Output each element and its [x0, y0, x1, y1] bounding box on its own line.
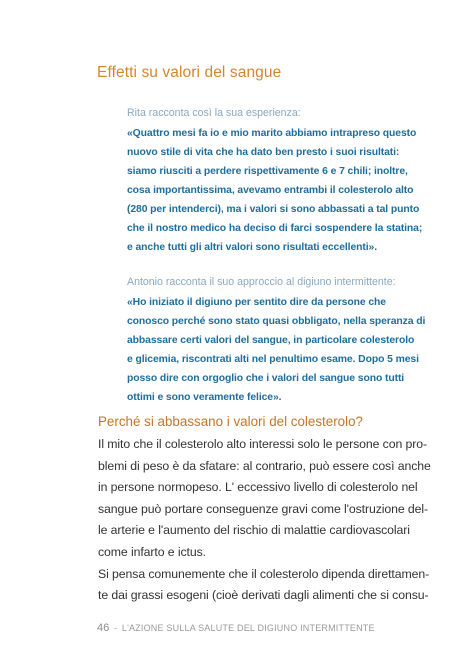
subsection-title: Perché si abbassano i valori del colesterolo?	[98, 414, 363, 429]
testimonial-quote	[127, 124, 423, 257]
quote-line: che il nostro medico ha deciso di farci sospendere la statina;	[127, 223, 423, 234]
quote-line: abbassare certi valori del sangue, in particolare colesterolo	[127, 335, 415, 346]
testimonial-rita	[127, 104, 423, 257]
body-line: le arterie e l'aumento del rischio di malattie cardiovascolari	[98, 523, 410, 538]
quote-line: siamo riusciti a perdere rispettivamente 6 e 7 chili; inoltre,	[127, 166, 408, 177]
body-line: sangue può portare conseguenze gravi come l'ostruzione del-	[98, 501, 429, 516]
section-title: Effetti su valori del sangue	[97, 64, 282, 81]
quote-line: conosco perché sono stato quasi obbligato, nella speranza di	[127, 316, 426, 327]
quote-line: «Quattro mesi fa io e mio marito abbiamo intrapreso questo	[127, 128, 417, 139]
body-line: te dai grassi esogeni (cioè derivati dagli alimenti che si consu-	[98, 588, 429, 603]
quote-line: cosa importantissima, avevamo entrambi il colesterolo alto	[127, 185, 414, 196]
quote-line: e anche tutti gli altri valori sono risultati eccellenti».	[127, 242, 377, 253]
testimonial-quote	[127, 293, 426, 407]
quote-line: posso dire con orgoglio che i valori del sangue sono tutti	[127, 373, 405, 384]
page-number: 46	[97, 622, 110, 634]
testimonial-intro: Antonio racconta il suo approccio al digiuno intermittente:	[127, 276, 396, 288]
footer-separator: -	[113, 623, 118, 633]
body-paragraphs	[98, 434, 431, 607]
body-line: come infarto e ictus.	[98, 544, 206, 559]
quote-line: (280 per intenderci), ma i valori si sono abbassati a tal punto	[127, 204, 420, 215]
body-line: blemi di peso è da sfatare: al contrario, può essere così anche	[98, 458, 431, 473]
quote-line: e glicemia, riscontrati alti nel penultimo esame. Dopo 5 mesi	[127, 354, 419, 365]
testimonial-antonio	[127, 273, 426, 407]
quote-line: nuovo stile di vita che ha dato ben presto i suoi risultati:	[127, 147, 400, 158]
body-line: in persone normopeso. L' eccessivo livello di colesterolo nel	[98, 480, 418, 495]
testimonial-intro: Rita racconta così la sua esperienza:	[127, 107, 301, 119]
quote-line: ottimi e sono veramente felice».	[127, 392, 282, 403]
body-line: Il mito che il colesterolo alto interessi solo le persone con pro-	[98, 437, 427, 451]
body-line: Si pensa comunemente che il colesterolo dipenda direttamen-	[98, 566, 430, 581]
page-footer	[97, 622, 375, 634]
quote-line: «Ho iniziato il digiuno per sentito dire da persone che	[127, 297, 386, 308]
running-title: L'AZIONE SULLA SALUTE DEL DIGIUNO INTERMITTENTE	[121, 623, 375, 633]
